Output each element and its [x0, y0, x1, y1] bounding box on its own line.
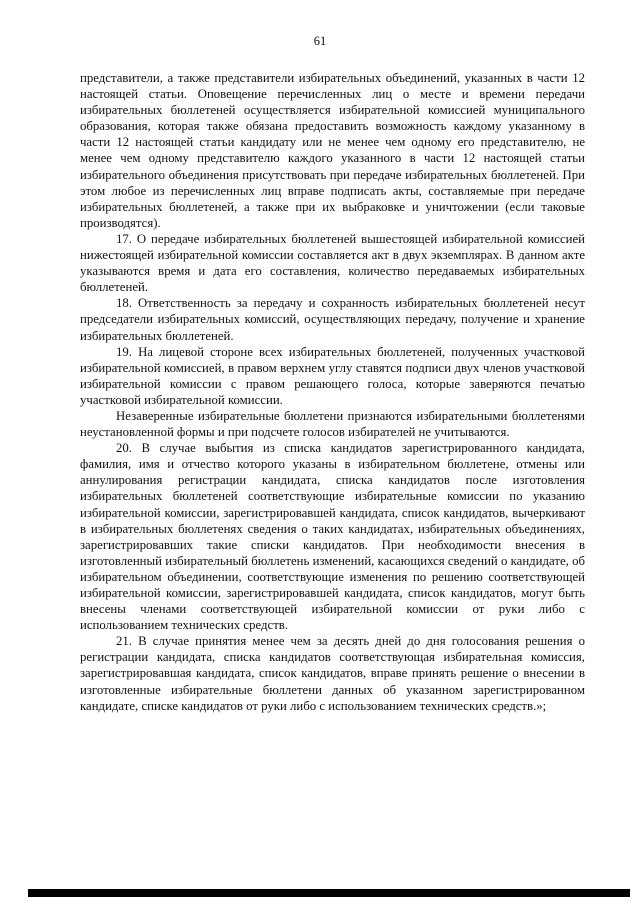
paragraph-17: 17. О передаче избирательных бюллетеней вышестоящей избирательной комиссией нижестоящей избирательной комиссии составляется акт в двух экземплярах. В данном акте указываются время и дата его составления, количество передаваемых избирательных бюллетеней.: [80, 231, 585, 295]
document-body: [80, 70, 585, 714]
paragraph-20: 20. В случае выбытия из списка кандидатов зарегистрированного кандидата, фамилия, имя и отчество которого указаны в избирательном бюллетене, отмены или аннулирования регистрации кандидата, списка кандидатов после изготовления избирательных бюллетеней соответствующие избирательные комиссии по указанию избирательной комиссии, зарегистрировавшей кандидата, список кандидатов, вычеркивают в избирательных бюллетенях сведения о таких кандидатах, избирательных объединениях, зарегистрировавших такие списки кандидатов. При необходимости внесения в изготовленный избирательный бюллетень изменений, касающихся сведений о кандидате, об избирательном объединении, соответствующие изменения по решению соответствующей избирательной комиссии, зарегистрировавшей кандидата, список кандидатов, могут быть внесены членами соответствующей избирательной комиссии от руки либо с использованием технических средств.: [80, 441, 585, 633]
page-number: 61: [313, 34, 327, 48]
paragraph-unverified-ballots: Незаверенные избирательные бюллетени признаются избирательными бюллетенями неустановленной формы и при подсчете голосов избирателей не учитываются.: [80, 408, 585, 440]
paragraph-continuation: представители, а также представители избирательных объединений, указанных в части 12 настоящей статьи. Оповещение перечисленных лиц о месте и времени передачи избирательных бюллетеней осуществляется избирательной комиссией муниципального образования, которая также обязана предоставить возможность каждому указанному в части 12 настоящей статьи кандидату или не менее чем одному его представителю, не менее чем одному представителю каждого указанного в части 12 настоящей статьи избирательного объединения присутствовать при передаче избирательных бюллетеней. При этом любое из перечисленных лиц вправе подписать акты, составляемые при передаче избирательных бюллетеней, а также при их выбраковке и уничтожении (если таковые производятся).: [80, 71, 585, 230]
bottom-scan-border: [28, 889, 630, 897]
paragraph-21: 21. В случае принятия менее чем за десять дней до дня голосования решения о регистрации кандидата, списка кандидатов соответствующая избирательная комиссия, зарегистрировавшая кандидата, список кандидатов, вправе принять решение о внесении в изготовленные избирательные бюллетени данных об указанном зарегистрированном кандидате, списке кандидатов от руки либо с использованием технических средств.»;: [80, 634, 585, 713]
paragraph-19: 19. На лицевой стороне всех избирательных бюллетеней, полученных участковой избирательной комиссией, в правом верхнем углу ставятся подписи двух членов участковой избирательной комиссии с правом решающего голоса, которые заверяются печатью участковой избирательной комиссии.: [80, 344, 585, 407]
paragraph-18: 18. Ответственность за передачу и сохранность избирательных бюллетеней несут председатели избирательных комиссий, осуществляющих передачу, получение и хранение избирательных бюллетеней.: [80, 296, 585, 343]
